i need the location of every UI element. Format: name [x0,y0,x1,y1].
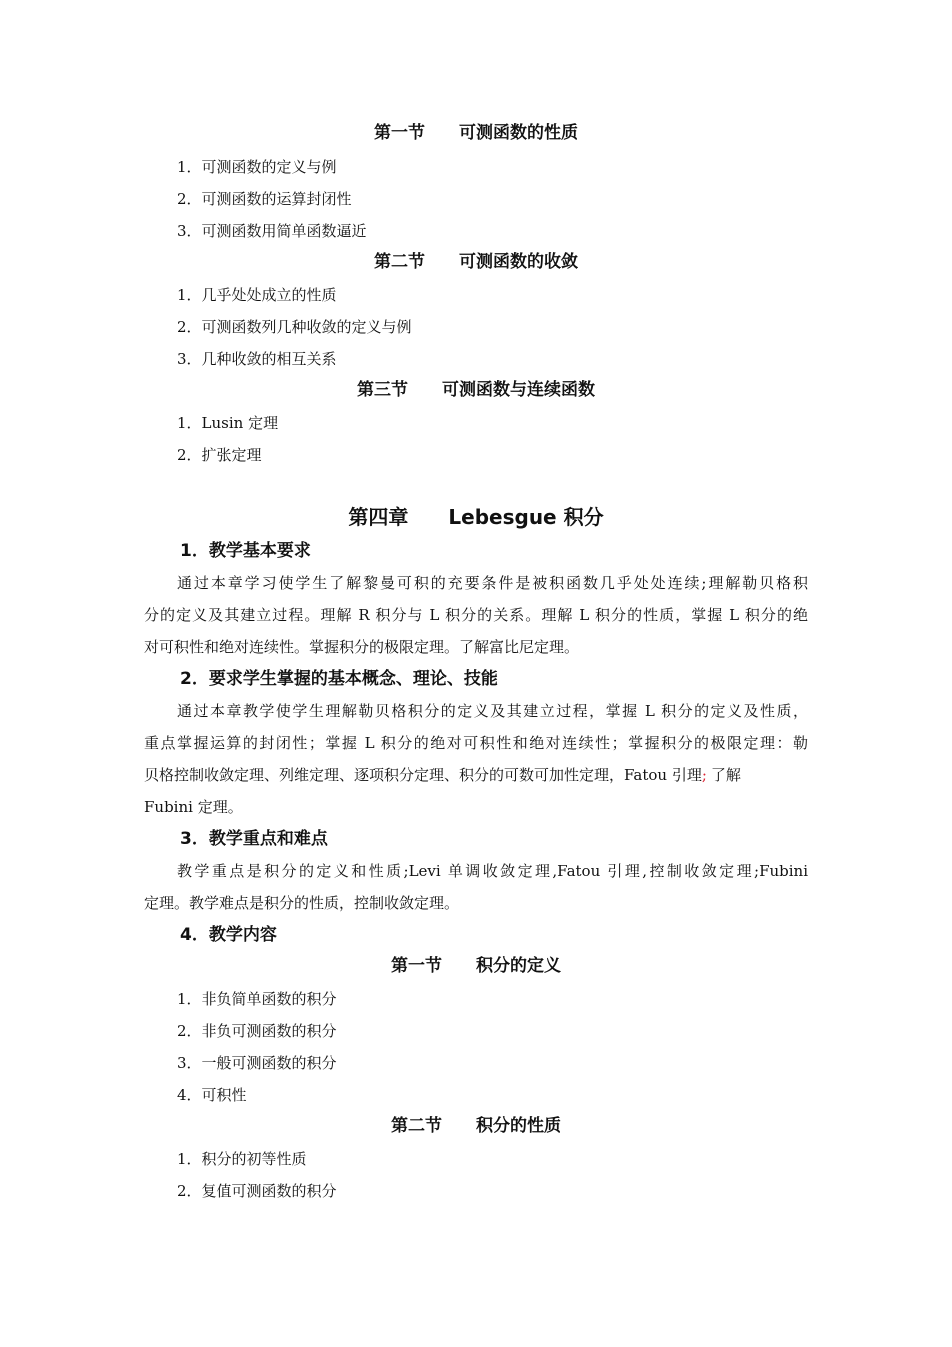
list-item: 2．扩张定理 [177,446,262,464]
list-item: 1．Lusin 定理 [177,414,279,432]
section-title: 第一节 积分的定义 [391,956,561,976]
list-item: 4．可积性 [177,1086,247,1104]
subsection-heading: 2．要求学生掌握的基本概念、理论、技能 [180,669,498,689]
paragraph-line: 通过本章学习使学生了解黎曼可积的充要条件是被积函数几乎处处连续;理解勒贝格积 [177,574,808,592]
paragraph-line: 教学重点是积分的定义和性质;Levi 单调收敛定理,Fatou 引理,控制收敛定理;Fubini [177,862,808,880]
list-item: 3．一般可测函数的积分 [177,1054,337,1072]
section-title: 第一节 可测函数的性质 [374,123,578,143]
paragraph-line: Fubini 定理。 [144,798,243,816]
chapter-title: 第四章 Lebesgue 积分 [348,505,604,529]
paragraph-line [144,765,808,785]
list-item: 2．可测函数列几种收敛的定义与例 [177,318,412,336]
paragraph-line: 对可积性和绝对连续性。掌握积分的极限定理。了解富比尼定理。 [144,638,580,656]
paragraph-text: 了解 [710,766,741,784]
list-item: 1．非负简单函数的积分 [177,990,337,1008]
list-item: 2．可测函数的运算封闭性 [177,190,352,208]
list-item: 3．可测函数用简单函数逼近 [177,222,367,240]
list-item: 2．非负可测函数的积分 [177,1022,337,1040]
subsection-heading: 4．教学内容 [180,925,277,945]
list-item: 3．几种收敛的相互关系 [177,350,337,368]
paragraph-line: 通过本章教学使学生理解勒贝格积分的定义及其建立过程，掌握 L 积分的定义及性质， [177,702,808,720]
paragraph-text: 贝格控制收敛定理、列维定理、逐项积分定理、积分的可数可加性定理，Fatou 引理 [144,766,702,784]
list-item: 1．几乎处处成立的性质 [177,286,337,304]
section-title: 第三节 可测函数与连续函数 [357,380,595,400]
subsection-heading: 3．教学重点和难点 [180,829,328,849]
paragraph-line: 分的定义及其建立过程。理解 R 积分与 L 积分的关系。理解 L 积分的性质，掌握 L 积分的绝 [144,606,808,624]
paragraph-line: 定理。教学难点是积分的性质，控制收敛定理。 [144,894,460,912]
paragraph-line: 重点掌握运算的封闭性；掌握 L 积分的绝对可积性和绝对连续性；掌握积分的极限定理：勒 [144,734,808,752]
list-item: 1．可测函数的定义与例 [177,158,337,176]
list-item: 2．复值可测函数的积分 [177,1182,337,1200]
revision-mark: ; [701,766,707,784]
list-item: 1．积分的初等性质 [177,1150,307,1168]
section-title: 第二节 可测函数的收敛 [374,252,578,272]
section-title: 第二节 积分的性质 [391,1116,561,1136]
subsection-heading: 1．教学基本要求 [180,541,311,561]
